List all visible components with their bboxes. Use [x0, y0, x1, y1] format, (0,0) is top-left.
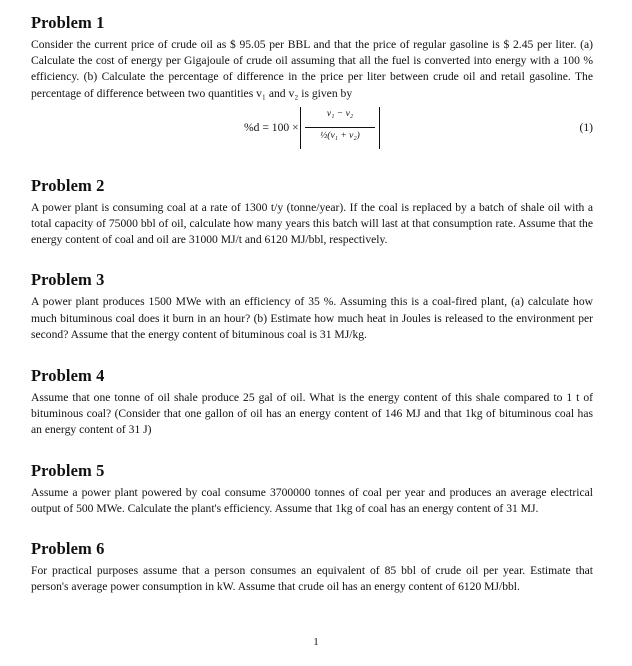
- equation-number: (1): [579, 120, 593, 134]
- problem-6-text: For practical purposes assume that a person consumes an equivalent of 85 bbl of crude oil per year. Estimate that person's average power consumption in kW. Assume that crude oil has an energy content of 6120 MJ/bbl.: [31, 564, 593, 594]
- equation-denominator: ½(v₁ + v₂): [320, 130, 360, 141]
- equation-lhs: %d = 100 ×: [244, 120, 299, 134]
- problem-1: [31, 13, 593, 156]
- problem-4-title: Problem 4: [31, 366, 105, 386]
- problem-5-title: Problem 5: [31, 460, 105, 480]
- page-number: 1: [313, 636, 319, 648]
- problem-2: [31, 176, 593, 249]
- fraction-bar: [305, 127, 375, 128]
- problem-3-title: Problem 3: [31, 270, 105, 290]
- percentage-difference-equation: [31, 104, 593, 156]
- problem-5-text: Assume a power plant powered by coal consume 3700000 tonnes of coal per year and produces an average electrical output of 500 MWe. Calculate the plant's efficiency. Assume that 1kg of coal has an energy content of 31 MJ.: [31, 485, 593, 515]
- problem-5: [31, 461, 593, 517]
- problem-4-text: Assume that one tonne of oil shale produce 25 gal of oil. What is the energy content of this shale compared to 1 t of bituminous coal? (Consider that one gallon of oil has an energy content of 146 MJ and that 1kg of bituminous coal has an energy content of 31 J): [31, 391, 593, 437]
- equation-numerator: v₁ − v₂: [326, 108, 354, 119]
- problem-3: [31, 270, 593, 343]
- problem-2-text: A power plant is consuming coal at a rate of 1300 t/y (tonne/year). If the coal is replaced by a batch of shale oil with a total capacity of 75000 bbl of oil, calculate how many years this batch will last at that consumption rate. Assume that the energy content of coal and oil are 31000 MJ/t and 6120 MJ/bbl, respectively.: [31, 200, 593, 247]
- problem-1-title: Problem 1: [31, 13, 105, 32]
- problem-6-title: Problem 6: [31, 539, 105, 559]
- problem-2-title: Problem 2: [31, 175, 105, 195]
- document-page: [31, 10, 593, 595]
- problem-3-text: A power plant produces 1500 MWe with an efficiency of 35 %. Assuming this is a coal-fired plant, (a) calculate how much bituminous coal does it burn in an hour? (b) Estimate how much heat in Joules is released to the environment per second? Assume that the energy content of bituminous coal is 31 MJ/kg.: [31, 295, 593, 341]
- problem-6: [31, 539, 593, 595]
- problem-4: [31, 366, 593, 439]
- equation-absolute-value: [300, 107, 380, 149]
- problem-1-text: Consider the current price of crude oil as $ 95.05 per BBL and that the price of regular gasoline is $ 2.45 per liter. (a) Calculate the cost of energy per Gigajoule of crude oil assuming that all the fuel is converted into energy with a 100 % efficiency. (b) Calculate the percentage of difference in the price per liter between crude oil and retail gasoline. The percentage of difference between two quantities v₁ and v₂ is given by: [31, 38, 593, 100]
